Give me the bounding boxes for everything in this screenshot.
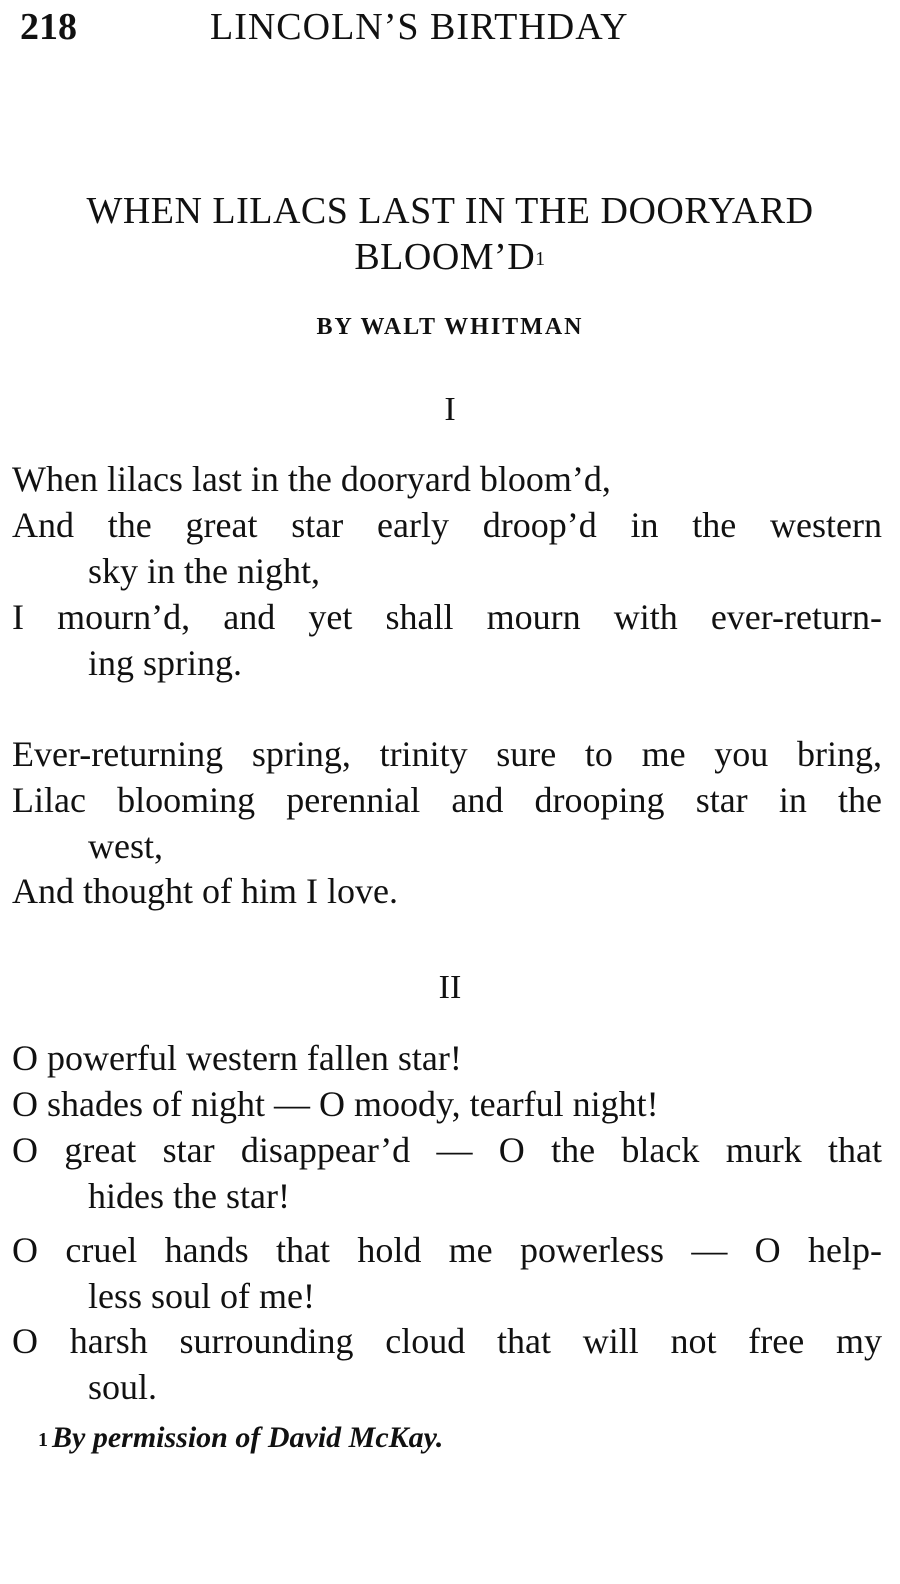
poem-title-line-2 (0, 234, 900, 280)
verse-line-continuation: ing spring. (88, 643, 243, 683)
footnote (38, 1418, 838, 1458)
title-footnote-mark: 1 (535, 248, 546, 270)
verse-line: I mourn’d, and yet shall mourn with ever-return- (12, 597, 882, 637)
verse-line: Ever-returning spring, trinity sure to me you bring, (12, 734, 882, 774)
verse-line: Lilac blooming perennial and drooping star in the (12, 780, 882, 820)
verse-line: When lilacs last in the dooryard bloom’d, (12, 459, 611, 499)
poem-byline: BY WALT WHITMAN (316, 314, 584, 340)
section-numeral-2: II (438, 969, 462, 1006)
verse-line: O cruel hands that hold me powerless — O help- (12, 1230, 882, 1270)
page-number: 218 (20, 6, 77, 48)
footnote-text: By permission of David McKay. (52, 1421, 444, 1454)
verse-line-continuation: hides the star! (88, 1176, 290, 1216)
footnote-mark: 1 (38, 1429, 48, 1451)
running-title: LINCOLN’S BIRTHDAY (210, 6, 629, 48)
section-numeral-1: I (444, 391, 456, 428)
verse-line-continuation: less soul of me! (88, 1276, 315, 1316)
verse-line: O harsh surrounding cloud that will not free my (12, 1321, 882, 1361)
verse-line: O powerful western fallen star! (12, 1038, 462, 1078)
verse-line-continuation: west, (88, 826, 163, 866)
verse-line: And the great star early droop’d in the western (12, 505, 882, 545)
poem-title-line-1: WHEN LILACS LAST IN THE DOORYARD (86, 190, 814, 232)
verse-line: O shades of night — O moody, tearful night! (12, 1084, 659, 1124)
poem-title-line-2-text: BLOOM’D (354, 236, 536, 278)
verse-line-continuation: sky in the night, (88, 551, 320, 591)
verse-line: And thought of him I love. (12, 871, 398, 911)
verse-line-continuation: soul. (88, 1367, 158, 1407)
running-header (20, 2, 882, 52)
poem-title (0, 188, 900, 280)
verse-line: O great star disappear’d — O the black murk that (12, 1130, 882, 1170)
